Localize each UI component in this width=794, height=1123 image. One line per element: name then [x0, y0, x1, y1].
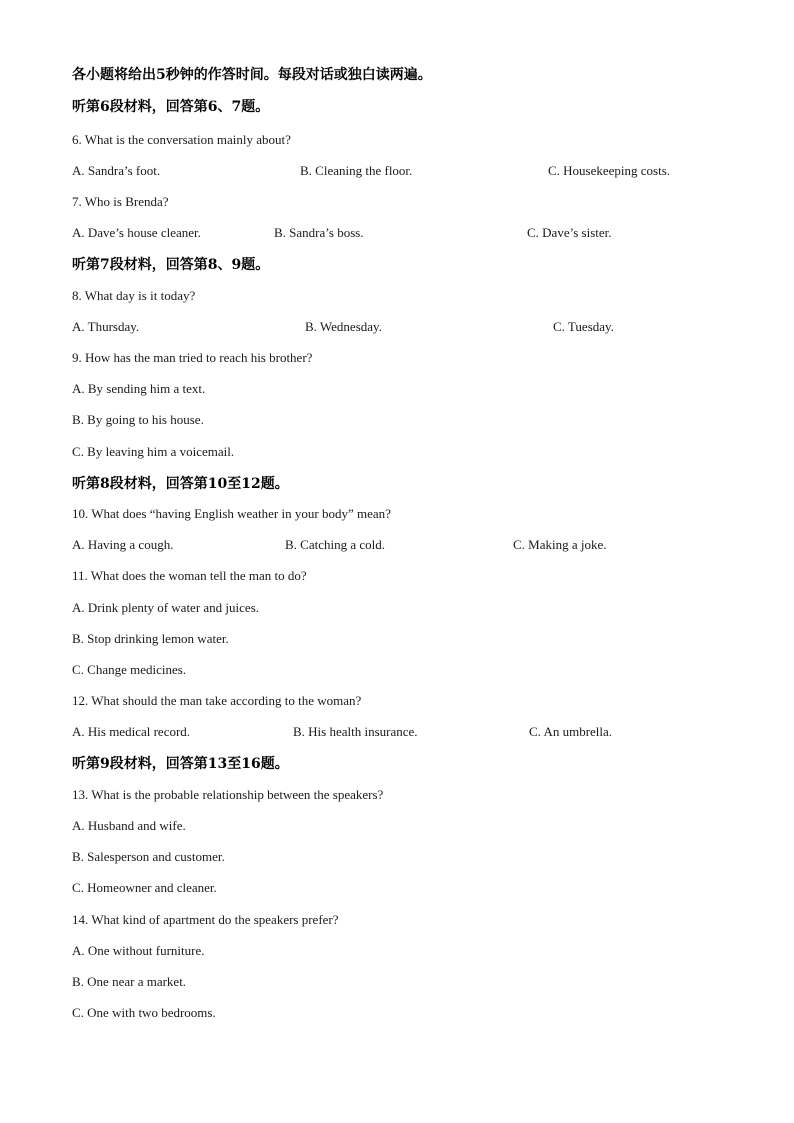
option-c: C. By leaving him a voicemail. [72, 444, 235, 459]
question-8: 8. What day is it today? [72, 288, 196, 303]
option-a: A. His medical record. [72, 724, 191, 739]
section-heading: 听第7段材料，回答第8、9题。 [72, 257, 270, 273]
option-b: B. Wednesday. [305, 319, 382, 334]
option-b: B. Sandra’s boss. [274, 225, 364, 240]
options-row-6 [72, 163, 752, 179]
section-heading: 听第9段材料，回答第13至16题。 [72, 756, 289, 772]
option-a: A. By sending him a text. [72, 381, 206, 396]
option-b: B. His health insurance. [293, 724, 418, 739]
question-7: 7. Who is Brenda? [72, 194, 169, 209]
option-b: B. Catching a cold. [285, 537, 386, 552]
question-14: 14. What kind of apartment do the speakers prefer? [72, 912, 339, 927]
question-6: 6. What is the conversation mainly about? [72, 132, 291, 147]
option-b: B. By going to his house. [72, 412, 204, 427]
option-c: C. Housekeeping costs. [548, 163, 671, 178]
option-a: A. Dave’s house cleaner. [72, 225, 201, 240]
options-row-8 [72, 319, 752, 335]
option-c: C. Making a joke. [513, 537, 607, 552]
option-b: B. Stop drinking lemon water. [72, 631, 229, 646]
option-a: A. One without furniture. [72, 943, 205, 958]
option-a: A. Sandra’s foot. [72, 163, 161, 178]
option-c: C. One with two bedrooms. [72, 1005, 216, 1020]
section-heading: 听第8段材料，回答第10至12题。 [72, 476, 289, 492]
option-c: C. Dave’s sister. [527, 225, 612, 240]
option-b: B. Salesperson and customer. [72, 849, 225, 864]
option-c: C. Homeowner and cleaner. [72, 880, 217, 895]
option-c: C. Change medicines. [72, 662, 187, 677]
option-a: A. Drink plenty of water and juices. [72, 600, 260, 615]
option-a: A. Thursday. [72, 319, 140, 334]
options-row-10 [72, 537, 752, 553]
option-c: C. Tuesday. [553, 319, 614, 334]
question-11: 11. What does the woman tell the man to do? [72, 568, 307, 583]
instructions-text: 各小题将给出5秒钟的作答时间。每段对话或独白读两遍。 [72, 67, 432, 83]
option-b: B. Cleaning the floor. [300, 163, 413, 178]
section-heading: 听第6段材料，回答第6、7题。 [72, 99, 270, 115]
option-b: B. One near a market. [72, 974, 187, 989]
question-10: 10. What does “having English weather in your body” mean? [72, 506, 391, 521]
option-c: C. An umbrella. [529, 724, 613, 739]
question-13: 13. What is the probable relationship between the speakers? [72, 787, 384, 802]
option-a: A. Having a cough. [72, 537, 174, 552]
option-a: A. Husband and wife. [72, 818, 186, 833]
question-12: 12. What should the man take according to the woman? [72, 693, 362, 708]
options-row-7 [72, 225, 752, 241]
question-9: 9. How has the man tried to reach his brother? [72, 350, 313, 365]
options-row-12 [72, 724, 752, 740]
